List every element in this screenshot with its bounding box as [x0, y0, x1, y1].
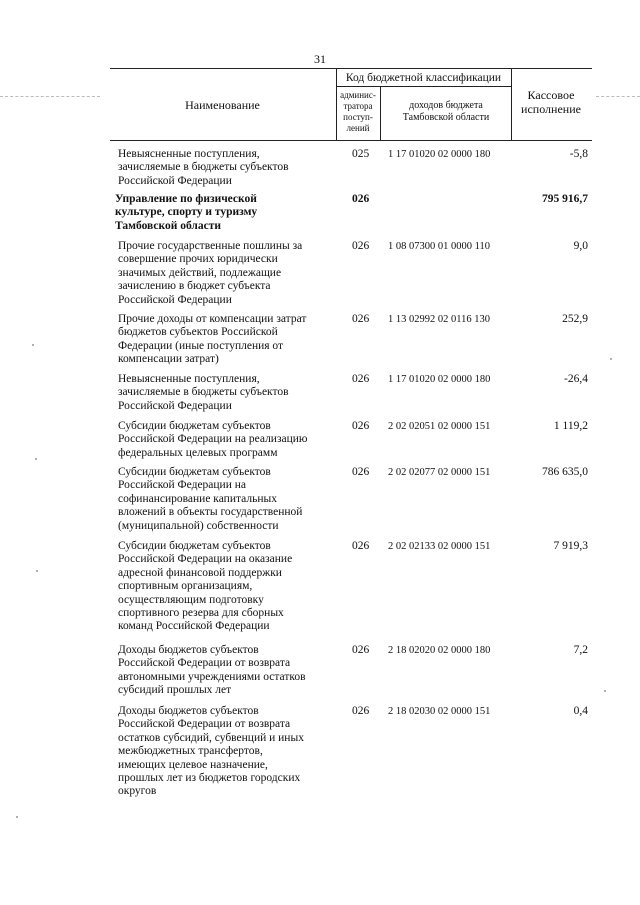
- scan-artifact-left: [0, 96, 100, 97]
- row-name: [118, 420, 340, 460]
- row-amount: 786 635,0: [542, 466, 588, 478]
- row-amount: 1 119,2: [553, 420, 588, 432]
- row-name-line: Российской Федерации от возврата: [118, 657, 291, 670]
- scan-speck: [16, 816, 18, 818]
- row-name-line: Субсидии бюджетам субъектов: [118, 420, 271, 432]
- row-income-code: 1 13 02992 02 0116 130: [388, 314, 490, 325]
- row-admin-code: 026: [352, 240, 370, 252]
- row-name-line: Российской Федерации: [118, 174, 232, 187]
- row-admin-code: 026: [352, 373, 370, 385]
- row-name-line: бюджетов субъектов Российской: [118, 326, 278, 339]
- page-number: 31: [314, 52, 326, 66]
- row-name-line: софинансирование капитальных: [118, 492, 277, 505]
- row-amount: 7,2: [573, 644, 588, 656]
- row-name-line: Российской Федерации на: [118, 479, 246, 492]
- row-admin-code: 026: [352, 540, 370, 552]
- row-name-line: вложений в объекты государственной: [118, 506, 303, 519]
- row-name-line: адресной финансовой поддержки: [118, 566, 282, 579]
- row-name-line: значимых действий, подлежащие: [118, 266, 282, 279]
- row-name-line: (муниципальной) собственности: [118, 519, 279, 532]
- row-name-line: культуре, спорту и туризму: [115, 206, 258, 219]
- header-top-rule: [110, 68, 592, 69]
- row-name-line: Доходы бюджетов субъектов: [118, 644, 259, 656]
- row-admin-code: 025: [352, 148, 370, 160]
- row-admin-code: 026: [352, 466, 370, 478]
- row-name-line: субсидий прошлых лет: [118, 684, 232, 697]
- row-name-line: зачислению в бюджет субъекта: [118, 280, 271, 293]
- row-name-line: прошлых лет из бюджетов городских: [118, 772, 301, 785]
- row-income-code: 2 02 02077 02 0000 151: [388, 467, 491, 478]
- row-name: [118, 240, 340, 307]
- row-name-line: спортивного резерва для сборных: [118, 607, 284, 620]
- row-income-code: 1 17 01020 02 0000 180: [388, 374, 491, 385]
- row-name: [118, 466, 340, 533]
- row-income-code: 2 02 02133 02 0000 151: [388, 541, 491, 552]
- header-name: Наименование: [185, 98, 260, 112]
- row-name: [118, 540, 340, 634]
- row-name: [115, 193, 337, 233]
- row-name: [118, 313, 340, 367]
- scan-speck: [32, 344, 34, 346]
- header-code-group: Код бюджетной классификации: [345, 72, 502, 84]
- scan-artifact-right: [596, 96, 640, 97]
- row-income-code: 2 02 02051 02 0000 151: [388, 421, 491, 432]
- row-name-line: Российской Федерации: [118, 399, 232, 412]
- row-name-line: федеральных целевых программ: [118, 446, 278, 459]
- row-name-line: Невыясненные поступления,: [118, 373, 260, 385]
- row-name-line: Прочие государственные пошлины за: [118, 240, 303, 252]
- row-name: [118, 705, 340, 799]
- row-name-line: межбюджетных трансфертов,: [118, 745, 263, 758]
- row-name-line: Прочие доходы от компенсации затрат: [118, 313, 307, 325]
- header-bottom-rule: [110, 140, 592, 141]
- row-income-code: 1 17 01020 02 0000 180: [388, 149, 491, 160]
- row-amount: 0,4: [573, 705, 588, 717]
- row-admin-code: 026: [352, 313, 370, 325]
- row-name-line: Невыясненные поступления,: [118, 148, 260, 160]
- row-name-line: Субсидии бюджетам субъектов: [118, 466, 271, 478]
- scan-speck: [610, 358, 612, 360]
- row-amount: 7 919,3: [553, 540, 588, 552]
- row-amount: 252,9: [562, 313, 588, 325]
- row-name-line: Доходы бюджетов субъектов: [118, 705, 259, 717]
- row-income-code: 2 18 02020 02 0000 180: [388, 645, 491, 656]
- row-admin-code: 026: [352, 193, 370, 205]
- row-name-line: Управление по физической: [115, 193, 257, 205]
- row-name-line: Субсидии бюджетам субъектов: [118, 540, 271, 552]
- row-name-line: спортивным организациям,: [118, 580, 253, 593]
- header-admin: админис- тратора поступ- лений: [340, 90, 376, 133]
- scan-speck: [604, 690, 606, 692]
- row-admin-code: 026: [352, 705, 370, 717]
- scan-speck: [36, 570, 38, 572]
- row-income-code: 2 18 02030 02 0000 151: [388, 706, 491, 717]
- row-name-line: Российской Федерации от возврата: [118, 718, 291, 731]
- row-name-line: округов: [118, 785, 157, 798]
- row-name-line: Российской Федерации: [118, 293, 232, 306]
- row-admin-code: 026: [352, 644, 370, 656]
- row-name-line: команд Российской Федерации: [118, 620, 270, 633]
- row-amount: 795 916,7: [542, 193, 588, 205]
- row-name-line: Российской Федерации на оказание: [118, 553, 293, 566]
- row-name-line: Российской Федерации на реализацию: [118, 433, 308, 446]
- row-name-line: остатков субсидий, субвенций и иных: [118, 731, 304, 744]
- row-amount: -5,8: [569, 148, 588, 160]
- row-name: [118, 644, 340, 698]
- row-amount: 9,0: [573, 240, 588, 252]
- scan-speck: [35, 458, 37, 460]
- row-amount: -26,4: [564, 373, 588, 385]
- header-income: доходов бюджета Тамбовской области: [402, 100, 490, 123]
- row-name-line: зачисляемые в бюджеты субъектов: [118, 161, 289, 174]
- row-name-line: зачисляемые в бюджеты субъектов: [118, 386, 289, 399]
- row-admin-code: 026: [352, 420, 370, 432]
- row-name-line: автономными учреждениями остатков: [118, 670, 306, 683]
- row-name-line: Тамбовской области: [115, 219, 222, 232]
- row-name-line: имеющих целевое назначение,: [118, 758, 268, 771]
- row-name-line: совершение прочих юридически: [118, 253, 278, 266]
- row-name: [118, 373, 340, 413]
- row-name: [118, 148, 340, 188]
- code-group-rule: [336, 86, 511, 87]
- row-name-line: компенсации затрат): [118, 353, 219, 366]
- header-execution: Кассовое исполнение: [521, 88, 581, 116]
- row-name-line: осуществляющим подготовку: [118, 593, 264, 606]
- row-name-line: Федерации (иные поступления от: [118, 339, 284, 352]
- row-income-code: 1 08 07300 01 0000 110: [388, 241, 490, 252]
